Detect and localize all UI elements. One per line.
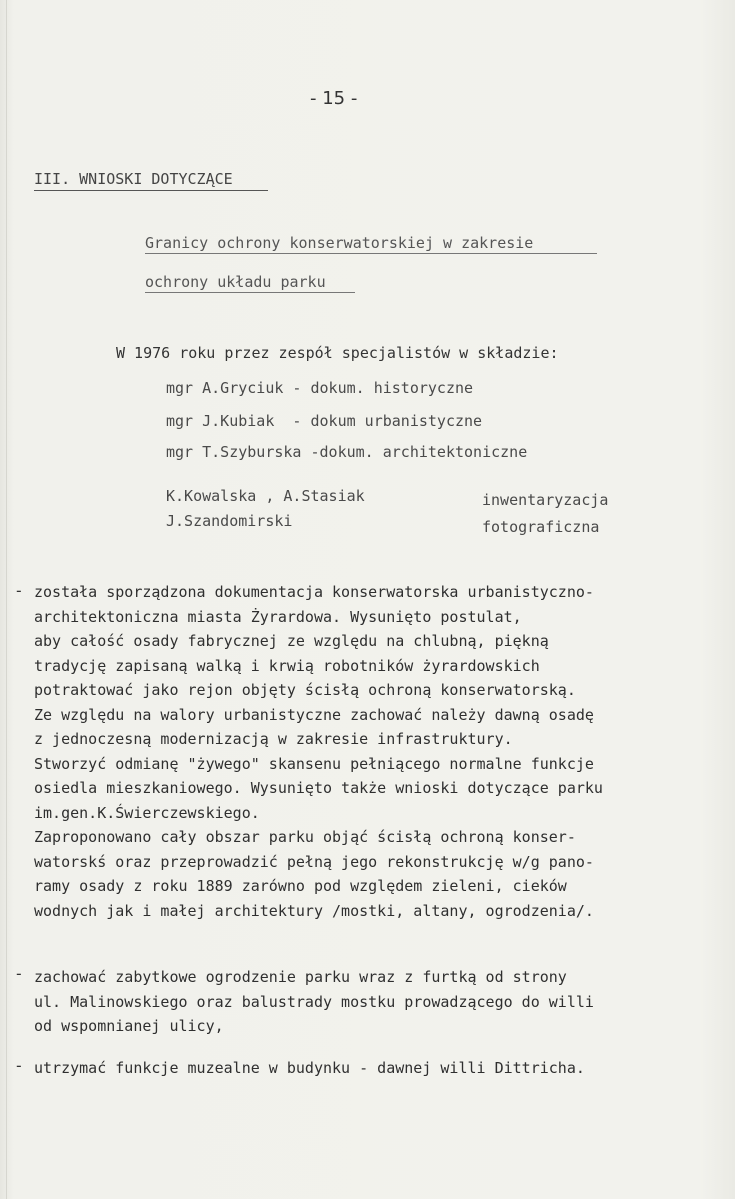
para-line: Ze względu na walory urbanistyczne zachować należy dawną osadę [34,705,594,724]
inventory-role-2: fotograficzna [482,518,600,536]
para-line: Zaproponowano cały obszar parku objąć ścisłą ochroną konser- [34,828,576,846]
b2-line: zachować zabytkowe ogrodzenie parku wraz z furtką od strony [34,968,567,986]
inventory-role-1: inwentaryzacja [482,491,609,509]
section-heading-underline [34,190,268,191]
team-member-2: mgr J.Kubiak - dokum urbanistyczne [166,412,483,430]
bullet-2: - [14,964,24,983]
page-number: - 15 - [310,88,358,109]
subheading-line-1: Granicy ochrony konserwatorskiej w zakresie [145,234,534,252]
para-line: została sporządzona dokumentacja konserwatorska urbanistyczno- [34,583,594,601]
para-line: potraktować jako rejon objęty ścisłą ochroną konserwatorską. [34,681,576,699]
para-line: im.gen.K.Świerczewskiego. [34,803,260,822]
team-member-3: mgr T.Szyburska -dokum. architektoniczne [166,443,528,461]
intro-line: W 1976 roku przez zespół specjalistów w składzie: [116,344,559,362]
para-line: osiedla mieszkaniowego. Wysunięto także wnioski dotyczące parku [34,779,603,797]
inventory-names-2: J.Szandomirski [166,512,293,530]
para-line: ramy osady z roku 1889 zarówno pod względem zieleni, cieków [34,877,567,895]
subheading-underline-1 [145,253,597,254]
b2-line: ul. Malinowskiego oraz balustrady mostku prowadzącego do willi [34,992,594,1011]
inventory-names-1: K.Kowalska , A.Stasiak [166,487,365,505]
section-heading: III. WNIOSKI DOTYCZĄCE [34,170,233,188]
para-line: watorskś oraz przeprowadzić pełną jego rekonstrukcję w/g pano- [34,852,594,871]
para-line: tradycję zapisaną walką i krwią robotników żyrardowskich [34,656,540,675]
para-line: z jednoczesną modernizacją w zakresie infrastruktury. [34,730,513,748]
para-line: wodnych jak i małej architektury /mostki, altany, ogrodzenia/. [34,901,594,920]
subheading-underline-2 [145,292,355,293]
para-line: architektoniczna miasta Żyrardowa. Wysunięto postulat, [34,607,522,626]
b2-line: od wspomnianej ulicy, [34,1017,224,1035]
para-line: aby całość osady fabrycznej ze względu na chlubną, piękną [34,632,549,650]
bullet-1: - [14,581,24,600]
b3-line: utrzymać funkcje muzealne w budynku - dawnej willi Dittricha. [34,1059,585,1077]
bullet-3: - [14,1056,24,1075]
page-edge-shadow [6,0,7,1199]
para-line: Stworzyć odmianę "żywego" skansenu pełniącego normalne funkcje [34,754,594,773]
team-member-1: mgr A.Gryciuk - dokum. historyczne [166,379,474,397]
subheading-line-2: ochrony układu parku [145,273,326,291]
